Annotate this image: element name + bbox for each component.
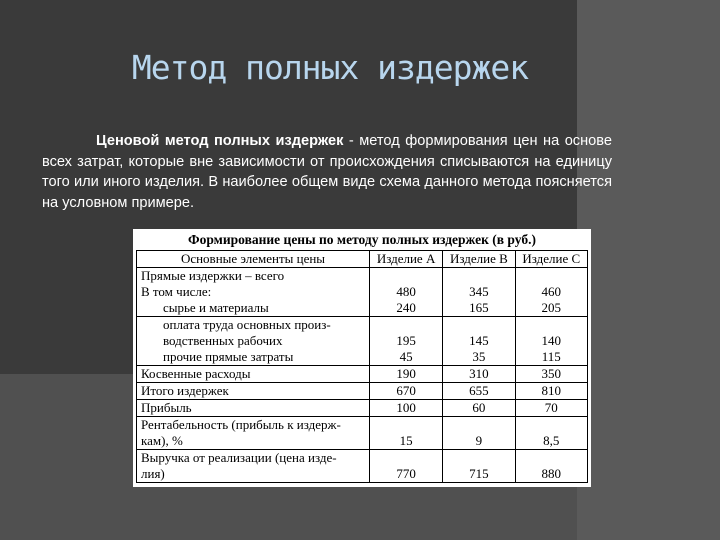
intro-bold-term: Ценовой метод полных издержек [96,133,344,149]
other-b: 35 [472,349,486,364]
row-label: Прибыль [137,400,370,417]
direct-values-c [515,268,587,317]
revenue-a: 770 [370,450,443,483]
price-table [136,250,588,483]
table-row-direct-costs [137,268,588,317]
profit-c: 70 [515,400,587,417]
indirect-b: 310 [443,366,515,383]
revenue-c: 880 [515,450,587,483]
wages-other-label [137,317,370,366]
profit-a: 100 [370,400,443,417]
row-label [137,450,370,483]
direct-values-b [443,268,515,317]
header-elements: Основные элементы цены [137,251,370,268]
materials-b: 165 [469,300,489,315]
row-label [137,417,370,450]
other-a: 45 [399,349,413,364]
profitability-c: 8,5 [515,417,587,450]
wages-c: 140 [541,333,562,348]
label-wages-2: водственных рабочих [163,333,283,348]
header-product-c: Изделие С [515,251,587,268]
materials-a: 240 [396,300,416,315]
price-table-image [133,229,591,487]
slide-title: Метод полных издержек [131,48,529,87]
label-profitability-2: кам), % [141,433,183,448]
row-label: Итого издержек [137,383,370,400]
total-costs-b: 655 [443,383,515,400]
direct-total-b: 345 [469,284,489,299]
direct-values-a [370,268,443,317]
table-row-total-costs [137,383,588,400]
materials-c: 205 [541,300,562,315]
profit-b: 60 [443,400,515,417]
table-row-wages-other [137,317,588,366]
row-label: Косвенные расходы [137,366,370,383]
direct-total-c: 460 [541,284,562,299]
total-costs-a: 670 [370,383,443,400]
indirect-a: 190 [370,366,443,383]
profitability-a: 15 [370,417,443,450]
label-materials: сырье и материалы [163,300,269,315]
header-product-a: Изделие А [370,251,443,268]
direct-costs-label [137,268,370,317]
table-row-profitability [137,417,588,450]
wages-a: 195 [396,333,416,348]
table-caption: Формирование цены по методу полных издержек (в руб.) [188,232,536,247]
intro-paragraph [42,131,612,213]
label-revenue-1: Выручка от реализации (цена изде- [141,450,337,465]
indirect-c: 350 [515,366,587,383]
label-profitability-1: Рентабельность (прибыль к издерж- [141,417,341,432]
wages-b: 145 [469,333,489,348]
revenue-b: 715 [443,450,515,483]
table-row-revenue [137,450,588,483]
profitability-b: 9 [443,417,515,450]
wages-other-b [443,317,515,366]
direct-total-a: 480 [396,284,416,299]
table-row-profit [137,400,588,417]
label-direct-total: Прямые издержки – всего [141,268,285,283]
table-row-indirect [137,366,588,383]
label-wages-1: оплата труда основных произ- [163,317,331,332]
wages-other-a [370,317,443,366]
label-revenue-2: лия) [141,466,165,481]
label-other: прочие прямые затраты [163,349,294,364]
wages-other-c [515,317,587,366]
intro-text: - метод формирования цен на основе всех затрат, которые вне зависимости от происхождения списываются на единицу того или иного изделия. В наиболее общем виде схема данного метода поясняется на условном примере. [42,133,612,211]
total-costs-c: 810 [515,383,587,400]
label-including: В том числе: [141,284,212,299]
table-header-row [137,251,588,268]
header-product-b: Изделие В [443,251,515,268]
other-c: 115 [541,349,561,364]
